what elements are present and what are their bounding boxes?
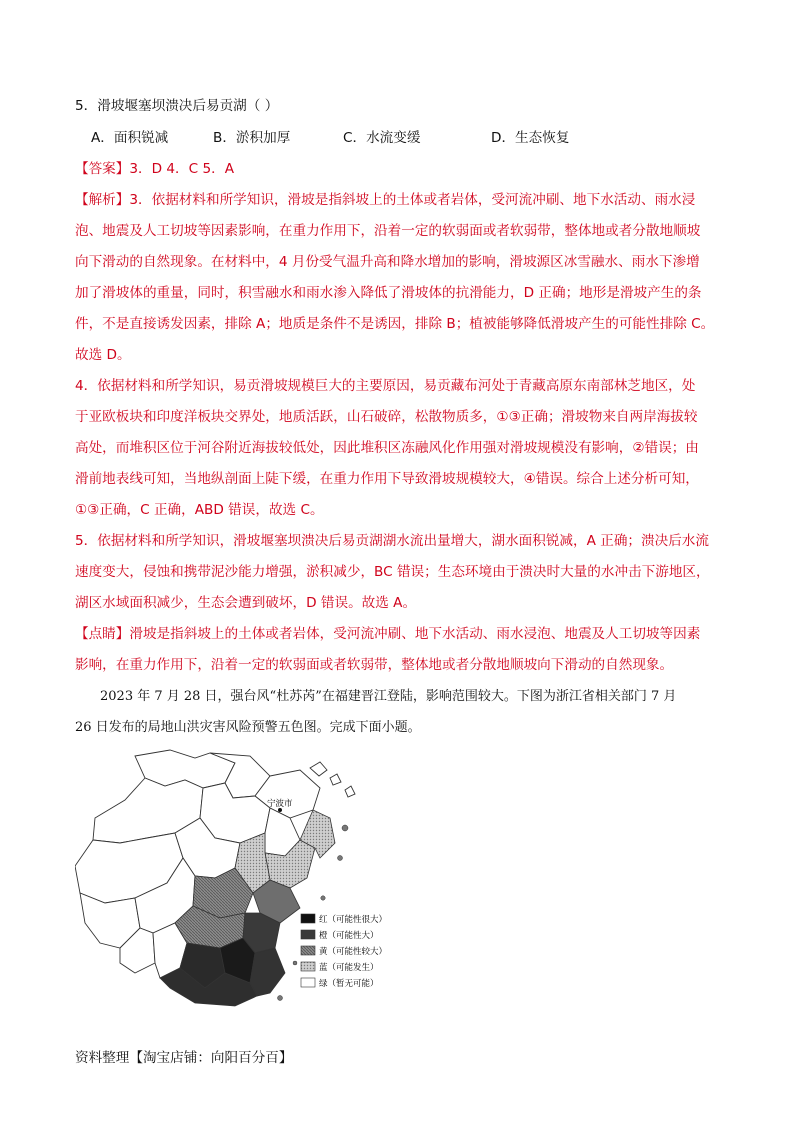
analysis-line: 于亚欧板块和印度洋板块交界处，地质活跃，山石破碎，松散物质多，①③正确；滑坡物来自两岸海拔较 bbox=[75, 409, 698, 425]
analysis-line: 加了滑坡体的重量，同时，积雪融水和雨水渗入降低了滑坡体的抗滑能力，D 正确；地形是滑坡产生的条 bbox=[75, 285, 702, 301]
analysis-line: 高处，而堆积区位于河谷附近海拔较低处，因此堆积区冻融风化作用强对滑坡规模没有影响，②错误；由 bbox=[75, 440, 699, 456]
passage-line: 2023 年 7 月 28 日，强台风“杜苏芮”在福建晋江登陆，影响范围较大。下图为浙江省相关部门 7 月 bbox=[100, 689, 677, 704]
question-5-stem: 5．滑坡堰塞坝溃决后易贡湖（ ） bbox=[75, 98, 279, 114]
analysis-line: 件，不是直接诱发因素，排除 A；地质是条件不是诱因，排除 B；植被能够降低滑坡产生的可能性排除 C。 bbox=[75, 316, 715, 332]
analysis-line: 泡、地震及人工切坡等因素影响，在重力作用下，沿着一定的软弱面或者软弱带，整体地或者分散地顺坡 bbox=[75, 223, 701, 239]
analysis-line: 【解析】3．依据材料和所学知识，滑坡是指斜坡上的土体或者岩体，受河流冲刷、地下水活动、雨水浸 bbox=[75, 192, 696, 208]
city-label: 宁波市 bbox=[267, 799, 293, 809]
analysis-line: 湖区水域面积减少，生态会遭到破坏，D 错误。故选 A。 bbox=[75, 595, 417, 611]
analysis-line: 速度变大，侵蚀和携带泥沙能力增强，淤积减少，BC 错误；生态环境由于溃决时大量的水冲击下游地区， bbox=[75, 564, 710, 580]
option-a: A．面积锐减 bbox=[91, 130, 169, 146]
option-c: C．水流变缓 bbox=[343, 130, 421, 146]
analysis-line: 4．依据材料和所学知识，易贡滑坡规模巨大的主要原因，易贡藏布河处于青藏高原东南部林芝地区，处 bbox=[75, 378, 696, 394]
analysis-line: 向下滑动的自然现象。在材料中，4 月份受气温升高和降水增加的影响，滑坡源区冰雪融水、雨水下渗增 bbox=[75, 254, 700, 270]
analysis-line: ①③正确，C 正确，ABD 错误，故选 C。 bbox=[75, 502, 324, 518]
legend-swatch-blue bbox=[301, 962, 315, 971]
option-b: B．淤积加厚 bbox=[213, 130, 291, 146]
flood-risk-map bbox=[75, 748, 420, 1013]
analysis-line: 5．依据材料和所学知识，滑坡堰塞坝溃决后易贡湖湖水流出量增大，湖水面积锐减，A 正确；溃决后水流 bbox=[75, 533, 709, 549]
option-d: D．生态恢复 bbox=[491, 130, 570, 146]
legend-label-yellow: 黄（可能性较大） bbox=[319, 947, 388, 957]
answer-line: 【答案】3．D 4．C 5．A bbox=[75, 161, 235, 177]
comment-line: 【点睛】滑坡是指斜坡上的土体或者岩体，受河流冲刷、地下水活动、雨水浸泡、地震及人工切坡等因素 bbox=[75, 626, 701, 642]
legend-swatch-yellow bbox=[301, 946, 315, 955]
legend-label-green: 绿（暂无可能） bbox=[319, 979, 379, 989]
map-legend bbox=[301, 914, 387, 989]
footer-source: 资料整理【淘宝店铺：向阳百分百】 bbox=[75, 1050, 293, 1066]
legend-label-blue: 蓝（可能发生） bbox=[319, 963, 379, 973]
passage-line: 26 日发布的局地山洪灾害风险预警五色图。完成下面小题。 bbox=[75, 720, 421, 735]
legend-swatch-green bbox=[301, 978, 315, 987]
comment-line: 影响，在重力作用下，沿着一定的软弱面或者软弱带，整体地或者分散地顺坡向下滑动的自然现象。 bbox=[75, 657, 674, 673]
analysis-line: 故选 D。 bbox=[75, 347, 131, 363]
legend-label-red: 红（可能性很大） bbox=[319, 915, 388, 925]
analysis-line: 滑前地表线可知，当地纵剖面上陡下缓，在重力作用下导致滑坡规模较大，④错误。综合上述分析可知， bbox=[75, 471, 699, 487]
legend-swatch-red bbox=[301, 914, 315, 923]
legend-label-orange: 橙（可能性大） bbox=[319, 931, 379, 941]
legend-swatch-orange bbox=[301, 930, 315, 939]
